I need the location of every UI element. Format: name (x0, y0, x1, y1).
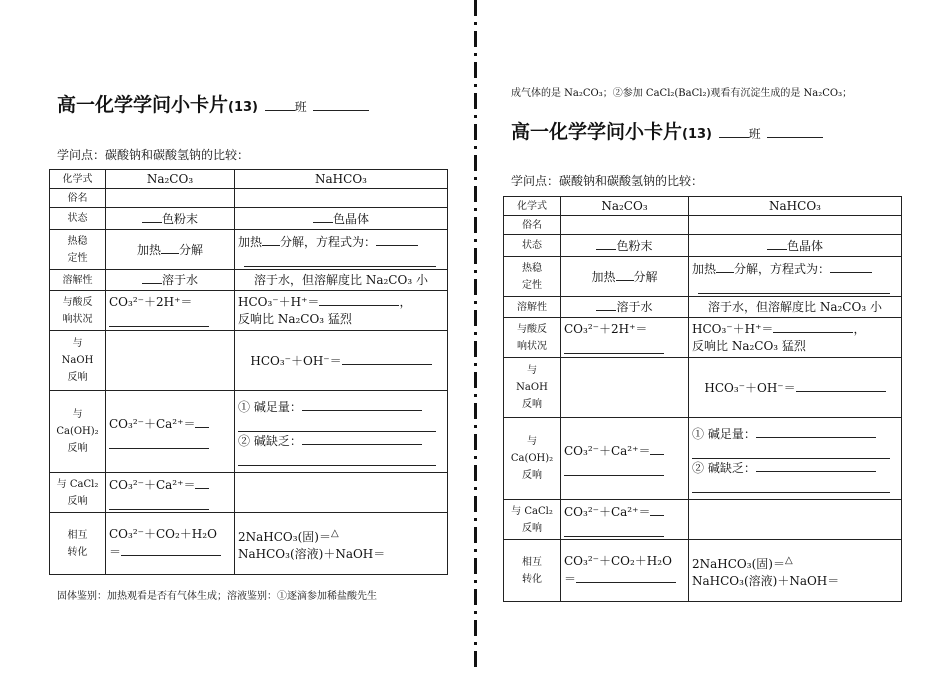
card-title: 高一化学学问小卡片(13) 班 (511, 117, 823, 144)
card-subtitle: 学问点：碳酸钠和碳酸氢钠的比较： (511, 174, 704, 188)
comparison-table: 化学式 Na₂CO₃ NaHCO₃ 俗名 状态 色粉末 色晶体 热稳 定性 加热 分解 加热 分解，方程式为： 溶解性 溶于水 溶于水，但溶解度比 Na₂CO₃ 小 与酸反 响状况 CO₃²⁻＋2H⁺＝ HCO₃⁻＋H⁺＝ ， 反响比 Na₂CO₃ 猛烈 与 NaOH 反响 HCO₃⁻＋OH⁻＝ 与 Ca(OH)₂ 反响 CO₃²⁻＋Ca²⁺＝ ① 碱足量： ② 碱缺乏： 与 CaCl₂ 反响 CO₃²⁻＋Ca²⁺＝ 相互 转化 CO₃²⁻＋CO₂＋H₂O ＝ 2NaHCO₃(固)＝△ NaHCO₃(溶液)＋NaOH＝ (49, 169, 448, 575)
top-note: 成气体的是 Na₂CO₃；②参加 CaCl₂(BaCl₂)观看有沉淀生成的是 Na₂CO₃； (511, 88, 853, 99)
footer-note: 固体鉴别：加热观看是否有气体生成；溶液鉴别：①逐滴参加稀盐酸先生 (57, 591, 377, 602)
page-divider (474, 0, 477, 673)
comparison-table: 化学式 Na₂CO₃ NaHCO₃ 俗名 状态 色粉末 色晶体 热稳 定性 加热 分解 加热 分解，方程式为： 溶解性 溶于水 溶于水，但溶解度比 Na₂CO₃ 小 与酸反 响状况 CO₃²⁻＋2H⁺＝ HCO₃⁻＋H⁺＝ ， 反响比 Na₂CO₃ 猛烈 与 NaOH 反响 HCO₃⁻＋OH⁻＝ 与 Ca(OH)₂ 反响 CO₃²⁻＋Ca²⁺＝ ① 碱足量： ② 碱缺乏： 与 CaCl₂ 反响 CO₃²⁻＋Ca²⁺＝ 相互 转化 CO₃²⁻＋CO₂＋H₂O ＝ 2NaHCO₃(固)＝△ NaHCO₃(溶液)＋NaOH＝ (503, 196, 902, 602)
card-subtitle: 学问点：碳酸钠和碳酸氢钠的比较： (57, 148, 250, 162)
card-title: 高一化学学问小卡片(13) 班 (57, 90, 369, 117)
